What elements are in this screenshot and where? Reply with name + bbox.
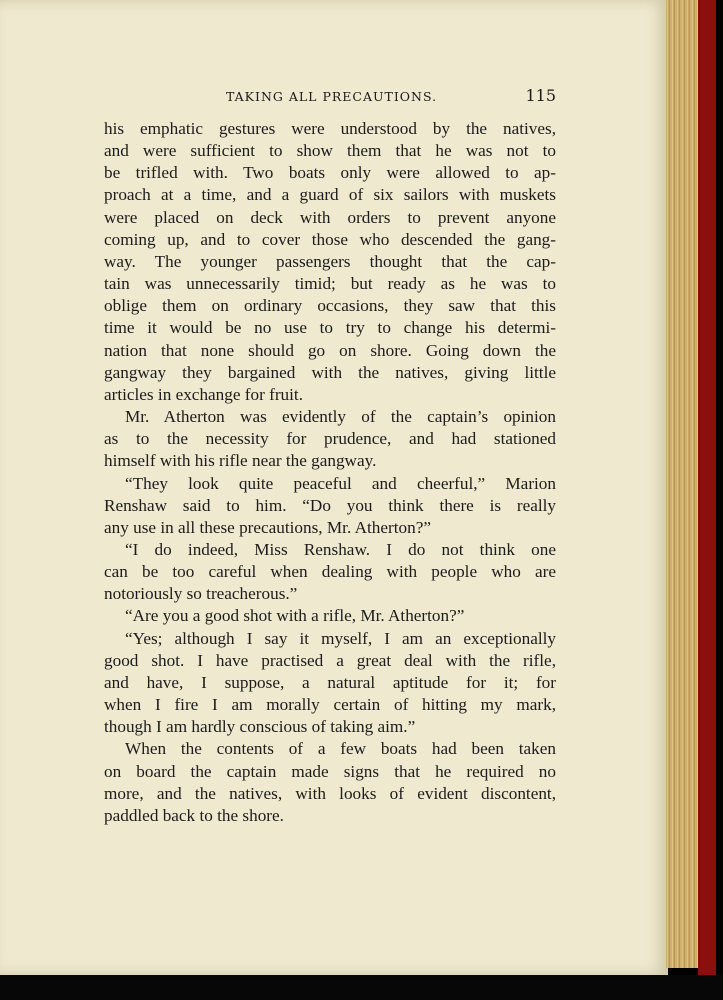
- text-line: were placed on deck with orders to prevent anyone: [104, 207, 556, 227]
- page-edges: [666, 0, 698, 968]
- text-line: can be too careful when dealing with people who are: [104, 562, 556, 582]
- text-line: “Yes; although I say it myself, I am an exceptionally: [125, 628, 556, 648]
- body-text: [104, 118, 556, 827]
- text-line: tain was unnecessarily timid; but ready as he was to: [104, 274, 556, 294]
- text-line: When the contents of a few boats had been taken: [125, 739, 556, 759]
- text-line: articles in exchange for fruit.: [104, 384, 303, 404]
- text-line: oblige them on ordinary occasions, they saw that this: [104, 296, 556, 316]
- text-line: good shot. I have practised a great deal with the rifle,: [104, 650, 556, 670]
- text-line: proach at a time, and a guard of six sailors with muskets: [104, 185, 556, 205]
- text-line: be trifled with. Two boats only were allowed to ap-: [104, 163, 556, 183]
- running-title: TAKING ALL PRECAUTIONS.: [226, 89, 438, 104]
- text-line: his emphatic gestures were understood by the natives,: [104, 119, 556, 138]
- text-line: and have, I suppose, a natural aptitude for it; for: [104, 672, 556, 692]
- book-cover-edge: [698, 0, 716, 975]
- text-line: notoriously so treacherous.”: [104, 584, 298, 604]
- text-line: coming up, and to cover those who descended the gang-: [104, 229, 556, 249]
- text-line: paddled back to the shore.: [104, 805, 284, 825]
- text-line: when I fire I am morally certain of hitting my mark,: [104, 695, 556, 715]
- text-line: nation that none should go on shore. Going down the: [104, 340, 556, 360]
- text-line: more, and the natives, with looks of evident discontent,: [104, 783, 556, 803]
- text-line: as to the necessity for prudence, and had stationed: [104, 429, 556, 449]
- text-line: way. The younger passengers thought that the cap-: [104, 251, 556, 271]
- text-line: any use in all these precautions, Mr. Atherton?”: [104, 517, 431, 537]
- scan-bottom-band: [0, 975, 723, 1000]
- page-number: 115: [525, 86, 556, 105]
- text-line: “They look quite peaceful and cheerful,” Marion: [125, 473, 556, 493]
- text-line: “Are you a good shot with a rifle, Mr. Atherton?”: [125, 606, 465, 626]
- text-line: and were sufficient to show them that he was not to: [104, 141, 556, 161]
- text-line: on board the captain made signs that he required no: [104, 761, 556, 781]
- text-line: Mr. Atherton was evidently of the captain’s opinion: [125, 407, 556, 427]
- running-head: [104, 86, 556, 108]
- text-line: “I do indeed, Miss Renshaw. I do not think one: [125, 539, 556, 559]
- text-line: himself with his rifle near the gangway.: [104, 451, 377, 471]
- text-line: though I am hardly conscious of taking aim.”: [104, 717, 416, 737]
- text-line: Renshaw said to him. “Do you think there is really: [104, 495, 556, 515]
- text-line: time it would be no use to try to change his determi-: [104, 318, 556, 338]
- text-line: gangway they bargained with the natives, giving little: [104, 362, 556, 382]
